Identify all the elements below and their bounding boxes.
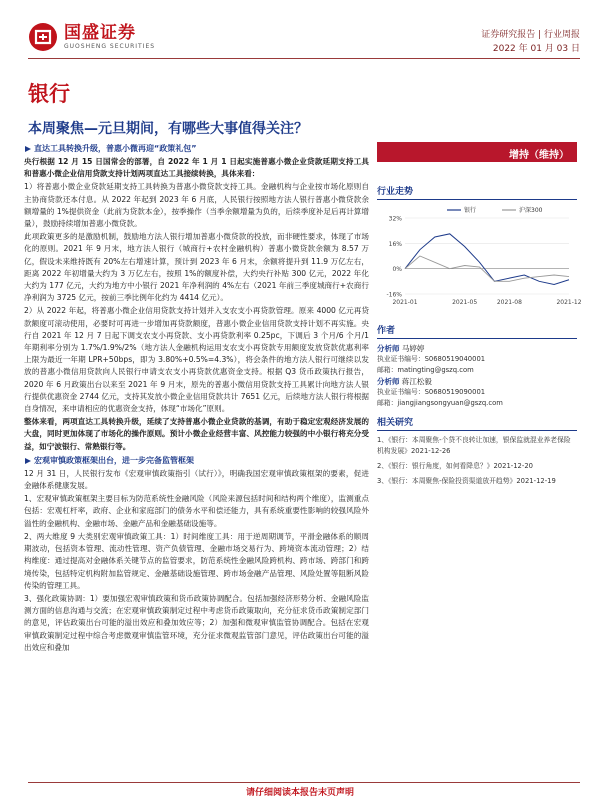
analyst-name: 蒋江松毅 — [401, 377, 432, 386]
analyst-list — [377, 343, 577, 409]
x-tick-label: 2021-05 — [452, 299, 478, 306]
analyst-1 — [377, 343, 577, 376]
report-meta — [481, 28, 580, 56]
y-tick-label: 16% — [388, 240, 402, 248]
guosheng-logo-icon — [28, 22, 58, 52]
paragraph-5: 12 月 31 日，人民银行发布《宏观审慎政策指引（试行）》，明确我国宏观审慎政策框架的要素，促进金融体系健康发展。 — [24, 468, 369, 491]
logo-subtext: GUOSHENG SECURITIES — [64, 43, 156, 50]
x-tick-label: 2021-08 — [496, 299, 522, 306]
analyst-email[interactable]: 邮箱：jiangjiangsongyuan@gszq.com — [377, 399, 503, 407]
paragraph-8: 3、强化政策协调：1）要加强宏观审慎政策和货币政策协调配合。包括加强经济形势分析、金融风险监测方面的信息沟通与交流；在宏观审慎政策制定过程中考虑货币政策取向，充分征求货币政策制定部门的意见，评估政策出台可能的溢出效应和叠加效应等；2）加强和微观审慎监管协调配合。包括在宏观审慎政策制定过程中综合考虑微观审慎监管环境，充分征求微观监管部门意见，评估政策出台可能的溢出效应和叠加 — [24, 593, 369, 652]
paragraph-6: 1、宏观审慎政策框架主要目标为防范系统性金融风险（风险来源包括时间和结构两个维度），监测重点包括：宏观杠杆率，政府、企业和家庭部门的债务水平和偿还能力，具有系统重要性影响的较强风险外溢性的金融机构、金融市场、金融产品和金融基础设施等。 — [24, 494, 369, 528]
y-tick-label: -16% — [386, 291, 402, 299]
analyst-name-line — [377, 376, 577, 387]
legend-label: 银行 — [464, 207, 477, 214]
series-line-1 — [405, 234, 569, 285]
footer-divider — [28, 782, 580, 783]
header-divider — [28, 58, 580, 59]
analyst-name-line — [377, 343, 577, 354]
analyst-name: 马婷婷 — [401, 344, 425, 353]
x-tick-label: 2021-12 — [556, 299, 582, 306]
y-tick-label: 0% — [392, 266, 402, 274]
brand-logo — [28, 22, 155, 52]
paragraph-1: 1）将普惠小微企业贷款延期支持工具转换为普惠小微贷款支持工具。金融机构与企业按市场化原则自主协商贷款还本付息。从 2022 年起到 2023 年 6 月底，人民银行按照地方法人银行普惠小微贷款余额增量的 1%提供资金（此前为贷款本金），按季操作（当季余额增量为负的，后续季度补足后再计算增量），鼓励持续增加普惠小微贷款。 — [24, 182, 369, 229]
paragraph-2: 此项政策更多的是激励机制，鼓励地方法人银行增加普惠小微贷款的投放，而非硬性要求，体现了市场化的原则。2021 年 9 月末，地方法人银行（城商行+农村金融机构）普惠小微贷款余额为 8.57 万亿，假设未来维持既有 20%左右增速计算，预计到 2023 年 6 月末，余额将提升到 11.9 万亿左右，距离 2022 年初增量大约为 3 万亿左右，按照 1%的额度补偿，大约央行补贴 300 亿元，2022 年化大约为 177 亿元，大约为地方中小银行 2021 年净利润的 4%左右（2021 年前三季度城商行+农商行净利润为 3725 亿元，按前三季比例年化约为 4414 亿元）。 — [24, 232, 369, 303]
paragraph-7: 2、两大维度 9 大类别宏观审慎政策工具：1）时间维度工具：用于逆周期调节，平滑金融体系的顺周期波动，包括资本管理、流动性管理、资产负债管理、金融市场交易行为、跨境资本流动管理；2）结构维度：通过提高对金融体系关键节点的监管要求，防范系统性金融风险跨机构、跨市场、跨部门和跨境传染，包括特定机构附加监管规定、金融基础设施管理、跨市场金融产品管理、风险处置等阻断风险传染的管理工具。 — [24, 531, 369, 590]
paragraph-4: 整体来看，两项直达工具转换升级，延续了支持普惠小微企业贷款的基调，有助于稳定宏观经济发展的大盘，同时更加体现了市场化的操作原则。预计小微企业经营丰富、风控能力较强的中小银行将充分受益，如宁波银行、常熟银行等。 — [24, 417, 369, 451]
x-tick-label: 2021-01 — [392, 299, 418, 306]
footer-notice: 请仔细阅读本报告末页声明 — [245, 788, 354, 798]
trend-title: 行业走势 — [377, 184, 577, 200]
sector-title: 银行 — [28, 82, 70, 106]
trend-chart-svg — [377, 204, 582, 309]
paragraph-3: 2）从 2022 年起，将普惠小微企业信用贷款支持计划并入支农支小再贷款管理。原来 4000 亿元再贷款额度可滚动使用，必要时可再进一步增加再贷款额度，普惠小微企业信用贷款支持计划不再实施。央行自 2021 年 12 月 7 日起下调支农支小再贷款、支小再贷款利率 0.25pc，下调后 3 个月/6 个月/1 年期利率分别为 1.7%/1.9%/2%（地方法人金融机构运用支农支小再贷款专用额度发放贷款优惠利率上限为最近一年期 LPR+50bps，即为 3.80%+0.5%=4.3%），将会条件的地方法人银行可继续以发放的普惠小微信用贷款向人民银行申请支农支小再贷款优惠资金支持。根据 Q3 货币政策执行报告，2020 年 6 月政策出台以来至 2021 年 9 月末，原先的普惠小微信用贷款支持工具累计向地方法人银行提供优惠资金 2744 亿元，支持其发放小微企业信用贷款共计 7651 亿元，后续地方法人银行将根据自身情况，来申请相应的优惠资金支持，体现“市场化”原则。 — [24, 306, 369, 414]
analyst-email[interactable]: 邮箱：matingting@gszq.com — [377, 366, 474, 374]
report-date: 2022 年 01 月 03 日 — [492, 44, 580, 54]
main-body — [24, 142, 369, 777]
analyst-cert: 执业证书编号：S0680519090001 — [377, 388, 486, 396]
related-item[interactable]: 2、《银行：银行角度，如何看降息？》2021-12-20 — [377, 462, 533, 470]
trend-chart — [377, 204, 582, 313]
related-item[interactable]: 1、《银行：本周聚焦-个贷不良转让加速，银保监就混业养老保险机构发展》2021-12-26 — [377, 436, 571, 455]
section-heading-2: 宏观审慎政策框架出台，进一步完备监管框架 — [24, 454, 369, 468]
paragraph-intro: 央行根据 12 月 15 日国常会的部署，自 2022 年 1 月 1 日起实施普惠小微企业贷款延期支持工具和普惠小微企业信用贷款支持计划两项直达工具接续转换，具体来看： — [24, 157, 369, 179]
logo-text: 国盛证券 — [64, 23, 136, 43]
related-title: 相关研究 — [377, 415, 577, 431]
sidebar — [377, 142, 582, 487]
legend-label: 沪深300 — [519, 207, 543, 214]
report-headline: 本周聚焦—元旦期间，有哪些大事值得关注？ — [28, 121, 308, 137]
section-heading-1: 直达工具转换升级，普惠小微再迎“政策礼包” — [24, 142, 369, 156]
analyst-label: 分析师 — [377, 344, 400, 353]
related-list — [377, 435, 577, 487]
analyst-cert: 执业证书编号：S0680519040001 — [377, 355, 486, 363]
related-item[interactable]: 3、《银行：本周聚焦-保险投资渠道放开趋势》2021-12-19 — [377, 477, 556, 485]
rating-badge: 增持（维持） — [377, 142, 577, 162]
analyst-label: 分析师 — [377, 377, 400, 386]
authors-title: 作者 — [377, 323, 577, 339]
report-type: 证券研究报告 | 行业周报 — [481, 30, 580, 40]
analyst-2 — [377, 376, 577, 409]
y-tick-label: 32% — [388, 215, 402, 223]
